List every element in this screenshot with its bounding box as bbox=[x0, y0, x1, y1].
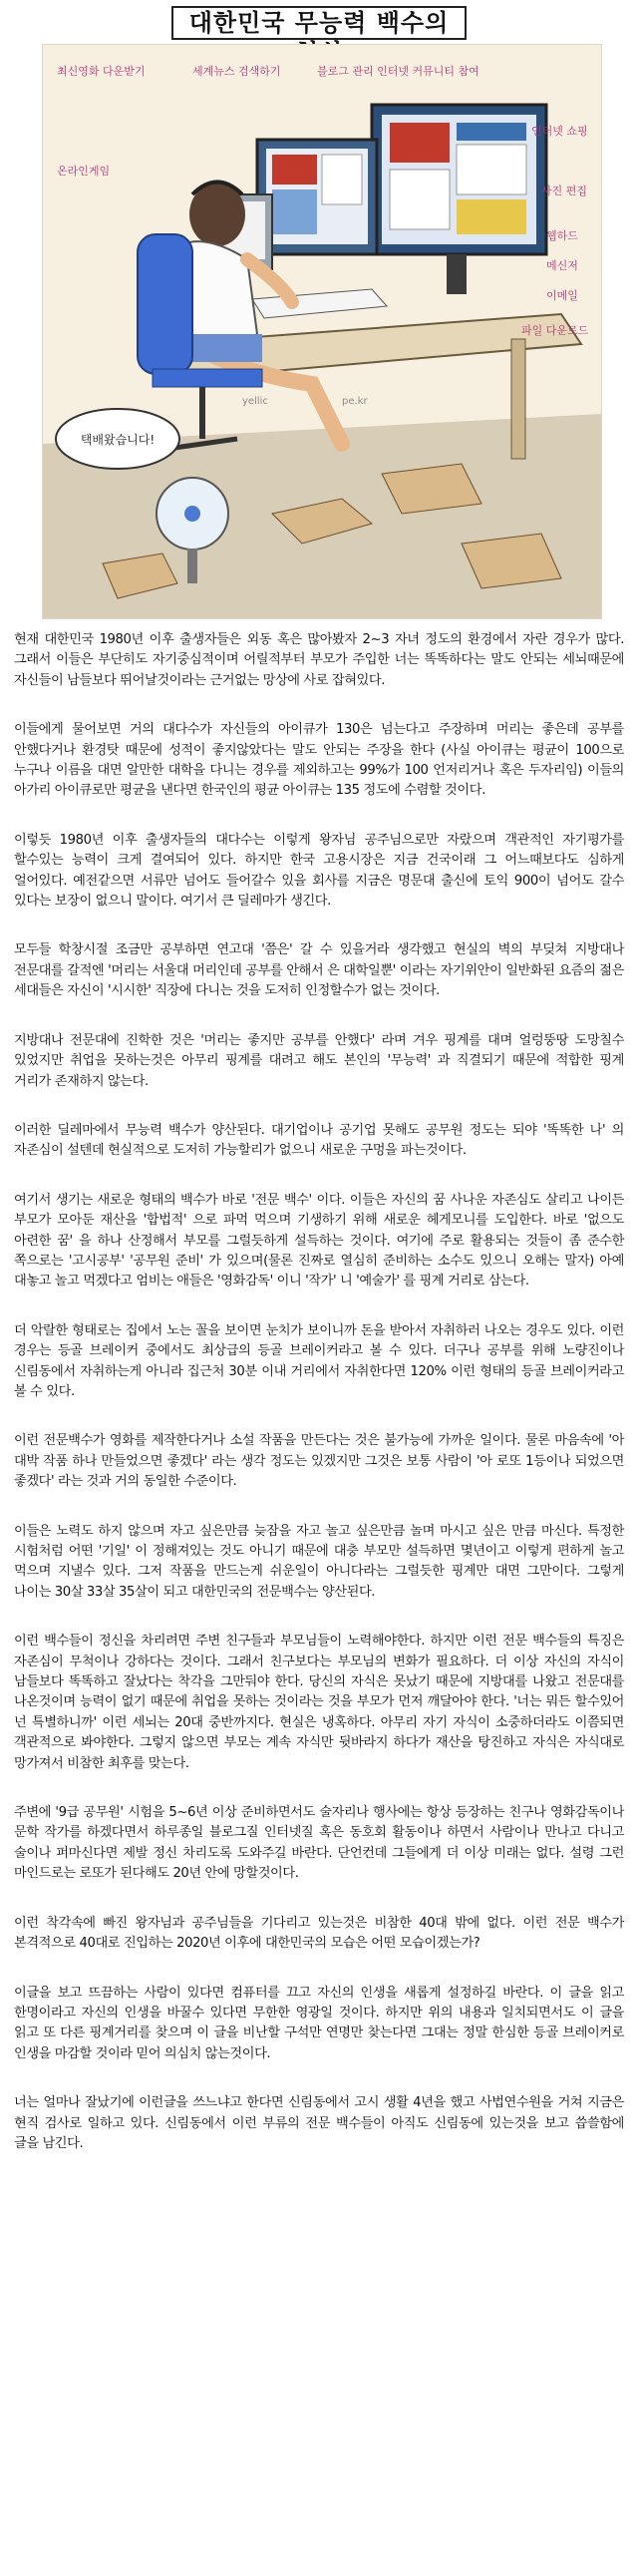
label-photo-editing: 사진 편집 bbox=[541, 184, 588, 197]
label-email: 이메일 bbox=[546, 289, 578, 302]
monitor-stand bbox=[447, 254, 467, 294]
watermark-2: pe.kr bbox=[342, 396, 368, 407]
title-area bbox=[0, 0, 638, 48]
label-webhard: 웹하드 bbox=[546, 229, 578, 242]
label-messenger: 메신저 bbox=[546, 259, 578, 272]
label-movie-download: 최신영화 다운받기 bbox=[57, 65, 146, 78]
paragraph: 모두들 학창시절 조금만 공부하면 연고대 '쯤은' 갈 수 있을거라 생각했고 현실의 벽의 부딪쳐 지방대나 전문대를 갈적엔 '머리는 서울대 머리인데 공부를 안해서 은 대학일뿐' 이라는 자기위안이 일반화된 요즘의 젊은 세대들은 자신이 '시시한' 직장에 다니는 것을 도저히 인정할수가 없는 것이다. bbox=[14, 942, 624, 999]
paragraph: 여기서 생기는 새로운 형태의 백수가 바로 '전문 백수' 이다. 이들은 자신의 꿈 사나운 자존심도 살리고 나이든 부모가 모아둔 재산을 '합법적' 으로 파먹 먹으며 기생하기 위해 새로운 헤게모니를 도입한다. 바로 '없으도 아련한 꿈' 을 하나 산정해서 부모를 그럴듯하게 설득하는 것이다. 여기에 주로 활용되는 것들이 좀 준수한 쪽으로는 '고시공부' '공무원 준비' 가 있으며(물론 진짜로 열심히 준비하는 소수도 있으니 오해는 말자) 아예 대놓고 놀고 먹겠다고 엄비는 애들은 '영화감독' 이니 '작가' 니 '예술가' 를 핑계 거리로 삼는다. bbox=[14, 1192, 624, 1289]
illustration-svg bbox=[43, 45, 601, 618]
screen-window-doc bbox=[390, 170, 450, 229]
middle-window-blue bbox=[272, 189, 317, 234]
article-body bbox=[14, 630, 624, 2183]
person-shorts bbox=[182, 334, 262, 362]
label-online-game: 온라인게임 bbox=[57, 165, 111, 178]
paragraph: 이런 착각속에 빠진 왕자님과 공주님들을 기다리고 있는것은 비참한 40대 밖에 없다. 이런 전문 백수가 본격적으로 40대로 진입하는 2020년 이후에 대한민국의 모습은 어떤 모습이겠는가? bbox=[14, 1915, 624, 1952]
screen-window-yellow bbox=[457, 199, 526, 234]
fan-hub bbox=[184, 506, 200, 522]
desk-leg bbox=[511, 339, 525, 459]
label-world-news: 세계뉴스 검색하기 bbox=[192, 65, 281, 78]
fan-stand bbox=[187, 549, 197, 583]
label-file-download: 파일 다운로드 bbox=[521, 324, 589, 337]
paragraph: 이글을 보고 뜨끔하는 사람이 있다면 컴퓨터를 끄고 자신의 인생을 새롭게 설정하길 바란다. 이 글을 읽고 한명이라고 자신의 인생을 바꿀수 있다면 무한한 영광일 것이다. 하지만 위의 내용과 일치되면서도 이 글을 읽고 또 다른 핑계거리를 찾으며 이 글을 비난할 구석만 연명만 찾는다면 그대는 정말 한심한 등골 브레이커로 인생을 마감할 것이라 믿어 의심치 않는것이다. bbox=[14, 1985, 624, 2061]
chair-back bbox=[138, 234, 192, 374]
paragraph: 지방대나 전문대에 진학한 것은 '머리는 좋지만 공부를 안했다' 라며 겨우 핑계를 대며 얼렁뚱땅 도망칠수 있었지만 취업을 못하는것은 아무리 핑계를 대려고 해도 본인의 '무능력' 과 직결되기 때문에 적합한 핑계 거리가 존재하지 않는다. bbox=[14, 1032, 624, 1089]
screen-window-blue bbox=[457, 123, 526, 141]
watermark-1: yellic bbox=[242, 396, 268, 407]
paragraph: 이런 백수들이 정신을 차리려면 주변 친구들과 부모님들이 노력해야한다. 하지만 이런 전문 백수들의 특징은 자존심이 무척이나 강하다는 것이다. 그래서 친구보다는 부모님의 변화가 필요하다. 더 이상 자신의 자식이 남들보다 똑똑하고 잘났다는 착각을 그만둬야 한다. 당신의 자식은 못났기 때문에 지방대를 나왔고 전문대를 나온것이며 능력이 없기 때문에 취업을 못하는 것이라는 것을 부모가 먼저 깨달아야 한다. '너는 뭐든 할수있어 넌 특별하니까' 이런 세뇌는 20대 중반까지다. 현실은 냉혹하다. 아무리 자기 자식이 소중하더라도 이쯤되면 객관적으로 봐야한다. 그렇지 않으면 부모는 계속 자식만 뒷바라지 하다가 재산을 탕진하고 자식은 자식대로 망가져서 비참한 최후를 맞는다. bbox=[14, 1634, 624, 1771]
paragraph: 이들은 노력도 하지 않으며 자고 싶은만큼 늦잠을 자고 놀고 싶은만큼 놀며 마시고 싶은 만큼 마신다. 특정한 시험처럼 어떤 '기일' 이 정해져있는 것도 아니기 때문에 대충 부모만 설득하면 몇년이고 이렇게 편하게 놀고 먹으며 지낼수 있다. 그저 작품을 만드는게 쉬운일이 아니다라는 그럴듯한 핑계만 대면 그만이다. 그렇게 나이는 30살 33살 35살이 되고 대한민국의 전문백수는 양산된다. bbox=[14, 1523, 624, 1600]
paragraph: 이들에게 물어보면 거의 대다수가 자신들의 아이큐가 130은 넘는다고 주장하며 머리는 좋은데 공부를 안했다거나 환경탓 때문에 성적이 좋지않았다는 말도 안되는 주장을 한다 (사실 아이큐는 평균이 100으로 누구나 이름을 대면 알만한 대학을 다니는 경우를 제외하고는 99%가 100 언저리거나 혹은 두자리임) 이들의 아가리 아이큐로만 평균을 낸다면 한국인의 평균 아이큐는 135 정도에 수렴할 것이다. bbox=[14, 722, 624, 799]
middle-window-red bbox=[272, 155, 317, 184]
label-internet-shopping: 인터넷 쇼핑 bbox=[531, 125, 588, 138]
speech-bubble-text: 택배왔습니다! bbox=[80, 433, 156, 447]
paragraph: 더 악랄한 형태로는 집에서 노는 꼴을 보이면 눈치가 보이니까 돈을 받아서 자취하러 나오는 경우도 있다. 이런 경우는 등골 브레이커 중에서도 최상급의 등골 브레이커라고 볼 수 있다. 더구나 공부를 위해 노량진이나 신림동에서 자취하는게 아니라 집근처 30분 이내 거리에서 자취한다면 120% 이런 형태의 등골 브레이커라고 볼 수 있다. bbox=[14, 1322, 624, 1399]
middle-window-white bbox=[322, 155, 362, 204]
paragraph: 이런 전문백수가 영화를 제작한다거나 소설 작품을 만든다는 것은 불가능에 가까운 일이다. 물론 마음속에 '아 대박 작품 하나 만들었으면 좋겠다' 라는 생각 정도는 있겠지만 그것은 보통 사람이 '아 로또 1등이나 되었으면 좋겠다' 라는 것과 거의 동일한 수준이다. bbox=[14, 1433, 624, 1490]
paragraph: 이러한 딜레마에서 무능력 백수가 양산된다. 대기업이나 공기업 못해도 공무원 정도는 되야 '똑똑한 나' 의 자존심이 설텐데 현실적으로 도저히 가능할리가 없으니 새로운 구멍을 파는것이다. bbox=[14, 1122, 624, 1159]
chair-seat bbox=[153, 369, 262, 387]
paragraph: 현재 대한민국 1980년 이후 출생자들은 외동 혹은 많아봤자 2~3 자녀 정도의 환경에서 자란 경우가 많다. 그래서 이들은 부단히도 자기중심적이며 어릴적부터 부모가 주입한 너는 똑똑하다는 말도 안되는 세뇌때문에 자신들이 남들보다 뛰어날것이라는 근거없는 망상에 사로 잡혀있다. bbox=[14, 632, 624, 688]
screen-window-white bbox=[457, 145, 526, 194]
paragraph: 주변에 '9급 공무원' 시험을 5~6년 이상 준비하면서도 술자리나 행사에는 항상 등장하는 친구나 영화감독이나 문학 작가를 하겠다면서 하루종일 블로그질 인터넷질 혹은 동호회 활동이나 하면서 사람이나 만나고 다니고 술이나 퍼마신다면 제발 정신 차리도록 도와주길 바란다. 단언컨데 그들에게 더 이상 미래는 없다. 설령 그런 마인드로는 로또가 된다해도 20년 안에 망할것이다. bbox=[14, 1805, 624, 1882]
paragraph: 너는 얼마나 잘났기에 이런글을 쓰느냐고 한다면 신림동에서 고시 생활 4년을 했고 사법연수원을 거쳐 지금은 현직 검사로 일하고 있다. 신림동에서 이런 부류의 전문 백수들이 아직도 신림동에 있는것을 보고 씁쓸함에 글을 남긴다. bbox=[14, 2095, 624, 2151]
page-title: 대한민국 무능력 백수의 bbox=[171, 6, 467, 40]
screen-window-red bbox=[390, 123, 450, 163]
cartoon-illustration bbox=[42, 44, 602, 619]
paragraph: 이렇듯 1980년 이후 출생자들의 대다수는 이렇게 왕자님 공주님으로만 자랐으며 객관적인 자기평가를 할수있는 능력이 크게 결여되어 있다. 하지만 한국 고용시장은 지금 건국이래 그 어느때보다도 심하게 얼어있다. 예전같으면 서류만 넘어도 들어갈수 있을 회사를 지금은 명문대 출신에 토익 900이 넘어도 갈수 있다는 보장이 없으니 말이다. 여기서 큰 딜레마가 생긴다. bbox=[14, 832, 624, 910]
label-blog-community: 블로그 관리 인터넷 커뮤니티 참여 bbox=[317, 65, 479, 78]
